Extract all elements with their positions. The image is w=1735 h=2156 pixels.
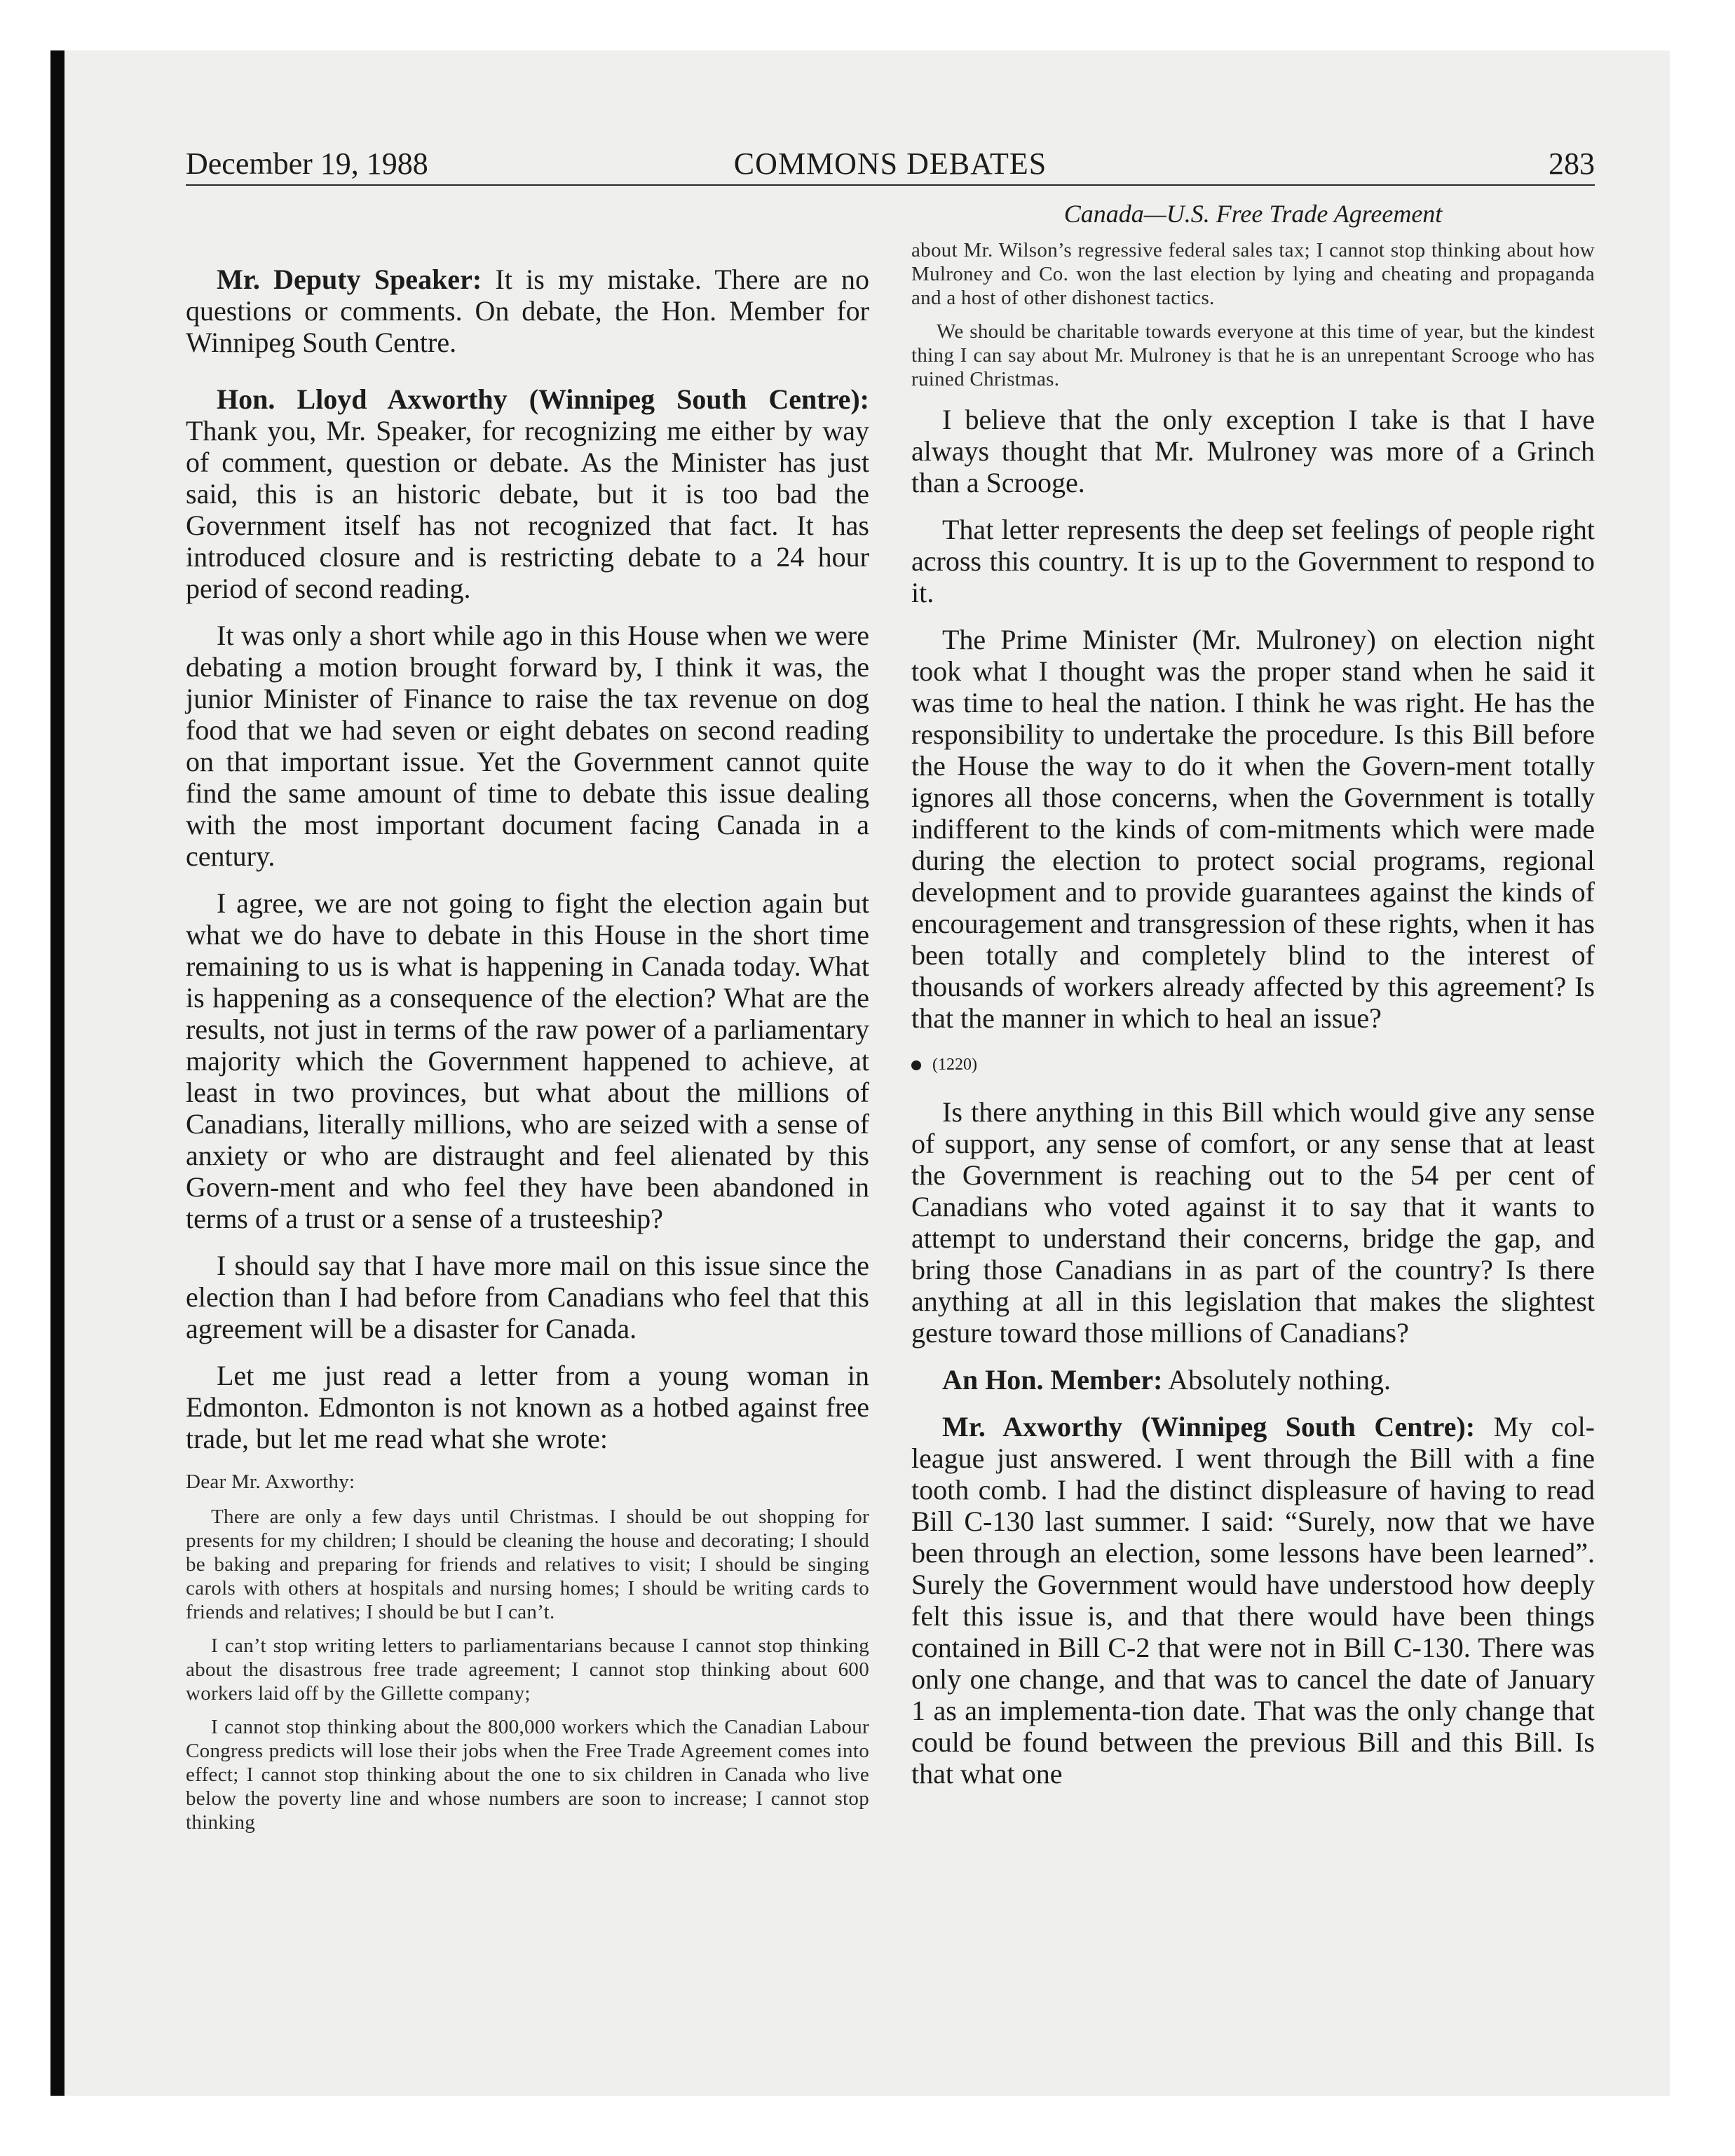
paragraph xyxy=(186,264,869,358)
paragraph: I should say that I have more mail on this issue since the election than I had before from Canadians who feel that this agreement will be a disaster for Canada. xyxy=(186,1250,869,1344)
speaker-name: Mr. Deputy Speaker: xyxy=(217,264,482,295)
paragraph: It was only a short while ago in this House when we were debating a motion brought forward by, I think it was, the junior Minister of Finance to raise the tax revenue on dog food that we had seven or eight debates on second reading on that important issue. Yet the Government cannot quite find the same amount of time to debate this issue dealing with the most important document facing Canada in a century. xyxy=(186,620,869,872)
scan-border xyxy=(50,50,64,2096)
paragraph: The Prime Minister (Mr. Mulroney) on election night took what I thought was the proper stand when he said it was time to heal the nation. I think he was right. He has the responsibility to undertake the procedure. Is this Bill before the House the way to do it when the Govern-ment totally ignores all those concerns, when the Government is totally indifferent to the kinds of com-mitments which were made during the election to protect social programs, regional development and to provide guarantees against the kinds of encouragement and transgression of these rights, when it has been totally and completely blind to the interest of thousands of workers already affected by this agreement? Is that the manner in which to heal an issue? xyxy=(911,624,1595,1034)
paragraph: I agree, we are not going to fight the election again but what we do have to debate in this House in the short time remaining to us is what is happening in Canada today. What is happening as a consequence of the election? What are the results, not just in terms of the raw power of a parliamentary majority which the Government happened to achieve, at least in two provinces, but what about the millions of Canadians, literally millions, who are seized with a sense of anxiety or who are distraught and feel alienated by this Govern-ment and who feel they have been abandoned in terms of a trust or a sense of a trusteeship? xyxy=(186,887,869,1234)
paragraph: Let me just read a letter from a young woman in Edmonton. Edmonton is not known as a hotbed against free trade, but let me read what she wrote: xyxy=(186,1360,869,1454)
speech-text: Thank you, Mr. Speaker, for recognizing me either by way of comment, question or debate. As the Minister has just said, this is an historic debate, but it is too bad the Government itself has not recognized that fact. It has introduced closure and is restricting debate to a 24 hour period of second reading. xyxy=(186,415,869,604)
speaker-name: Mr. Axworthy (Winnipeg South Centre): xyxy=(942,1411,1476,1442)
paragraph: Is there anything in this Bill which would give any sense of support, any sense of comfort, or any sense that at least the Government is reaching out to the 54 per cent of Canadians who voted against it to say that it wants to attempt to understand their concerns, bridge the gap, and bring those Canadians in as part of the country? Is there anything at all in this legislation that makes the slightest gesture toward those millions of Canadians? xyxy=(911,1096,1595,1349)
bullet-icon xyxy=(911,1060,921,1070)
speech-text: My col-league just answered. I went through the Bill with a fine tooth comb. I had the distinct displeasure of having to read Bill C-130 last summer. I said: “Surely, now that we have been through an election, some lessons have been learned”. Surely the Government would have understood how deeply felt this issue is, and that there would have been things contained in Bill C-2 that were not in Bill C-130. There was only one change, and that was to cancel the date of January 1 as an implementa-tion date. That was the only change that could be found between the previous Bill and this Bill. Is that what one xyxy=(911,1411,1595,1789)
paragraph: I believe that the only exception I take is that I have always thought that Mr. Mulroney was more of a Grinch than a Scrooge. xyxy=(911,404,1595,498)
letter-paragraph: I can’t stop writing letters to parliamentarians because I cannot stop thinking about the disastrous free trade agreement; I cannot stop thinking about 600 workers laid off by the Gillette company; xyxy=(186,1635,869,1705)
letter-paragraph: about Mr. Wilson’s regressive federal sales tax; I cannot stop thinking about how Mulroney and Co. won the last election by lying and cheating and propaganda and a host of other dishonest tactics. xyxy=(911,239,1595,309)
header-title: COMMONS DEBATES xyxy=(733,146,1047,181)
section-title: Canada—U.S. Free Trade Agreement xyxy=(1063,200,1443,228)
paragraph xyxy=(911,1411,1595,1789)
left-column xyxy=(186,238,869,1844)
header-date: December 19, 1988 xyxy=(186,146,428,181)
letter-paragraph: We should be charitable towards everyone at this time of year, but the kindest thing I can say about Mr. Mulroney is that he is an unrepentant Scrooge who has ruined Christmas. xyxy=(911,320,1595,390)
letter-salutation: Dear Mr. Axworthy: xyxy=(186,1471,355,1493)
letter-paragraph: There are only a few days until Christmas. I should be out shopping for presents for my children; I should be cleaning the house and decorating; I should be baking and preparing for friends and relatives to visit; I should be singing carols with others at hospitals and nursing homes; I should be writing cards to friends and relatives; I should be but I can’t. xyxy=(186,1506,869,1623)
speech-text: It is my mistake. There are no questions or comments. On debate, the Hon. Member for Winnipeg South Centre. xyxy=(186,264,869,358)
time-marker xyxy=(911,1049,1595,1081)
right-column xyxy=(911,238,1595,1805)
speaker-name: An Hon. Member: xyxy=(942,1364,1163,1396)
page-header xyxy=(186,144,1595,186)
paragraph: That letter represents the deep set feelings of people right across this country. It is up to the Government to respond to it. xyxy=(911,514,1595,608)
time-marker-text: (1220) xyxy=(932,1056,977,1074)
speaker-name: Hon. Lloyd Axworthy (Winnipeg South Centre): xyxy=(217,383,869,415)
letter-paragraph: I cannot stop thinking about the 800,000 workers which the Canadian Labour Congress predicts will lose their jobs when the Free Trade Agreement comes into effect; I cannot stop thinking about the one to six children in Canada who live below the poverty line and whose numbers are soon to increase; I cannot stop thinking xyxy=(186,1716,869,1834)
speech-text: Absolutely nothing. xyxy=(1162,1364,1391,1396)
paragraph xyxy=(911,1364,1595,1396)
header-page-number: 283 xyxy=(1549,146,1595,181)
paragraph xyxy=(186,383,869,604)
